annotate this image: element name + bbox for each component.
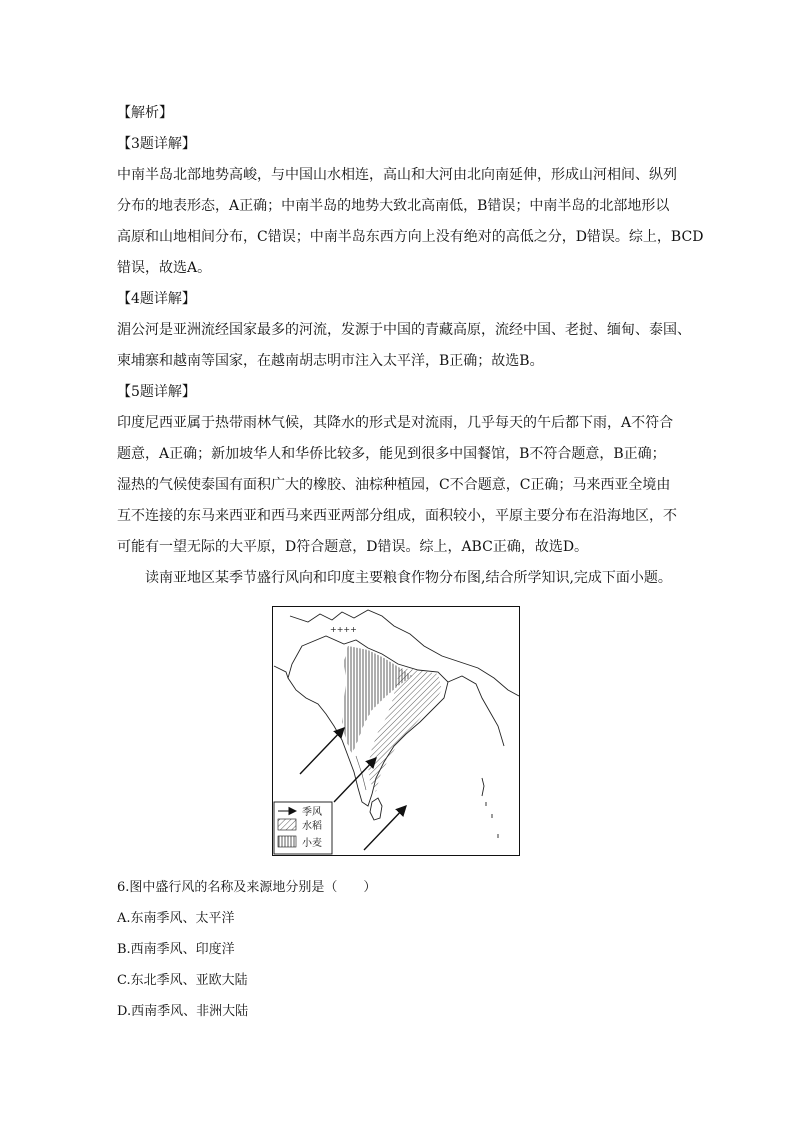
q5-line-4: 互不连接的东马来西亚和西马来西亚两部分组成，面积较小，平原主要分布在沿海地区，不: [117, 508, 677, 524]
q4-heading: 【4题详解】: [117, 291, 196, 307]
option-c: C.东北季风、亚欧大陆: [117, 973, 248, 988]
q4-line-2: 柬埔寨和越南等国家，在越南胡志明市注入太平洋，B正确；故选B。: [117, 353, 544, 369]
q3-line-2: 分布的地表形态，A正确；中南半岛的地势大致北高南低，B错误；中南半岛的北部地形以: [117, 198, 670, 214]
legend-wheat: 小麦: [302, 838, 322, 849]
q4-line-1: 湄公河是亚洲流经国家最多的河流，发源于中国的青藏高原，流经中国、老挝、缅甸、泰国、: [117, 322, 691, 338]
option-b: B.西南季风、印度洋: [117, 942, 235, 957]
q3-line-1: 中南半岛北部地势高峻，与中国山水相连，高山和大河由北向南延伸，形成山河相间、纵列: [117, 167, 677, 183]
q5-line-3: 湿热的气候使泰国有面积广大的橡胶、油棕种植园，C不合题意，C正确；马来西亚全境由: [117, 477, 671, 493]
q3-line-4: 错误，故选A。: [117, 260, 212, 276]
q3-line-3: 高原和山地相间分布，C错误；中南半岛东西方向上没有绝对的高低之分，D错误。综上，BCD: [117, 229, 704, 245]
map-intro: 读南亚地区某季节盛行风向和印度主要粮食作物分布图,结合所学知识,完成下面小题。: [145, 570, 672, 586]
question-stem: 6.图中盛行风的名称及来源地分别是（ ）: [117, 880, 377, 895]
option-d: D.西南季风、非洲大陆: [117, 1004, 249, 1019]
svg-text:++++: ++++: [330, 625, 357, 634]
q3-heading: 【3题详解】: [117, 136, 196, 152]
q5-line-5: 可能有一望无际的大平原，D符合题意，D错误。综上，ABC正确，故选D。: [117, 539, 589, 555]
legend-rice: 水稻: [302, 821, 322, 832]
legend-monsoon: 季风: [302, 807, 322, 818]
question-6: [117, 872, 677, 1027]
q5-heading: 【5题详解】: [117, 384, 196, 400]
map-legend: [274, 802, 332, 854]
option-a: A.东南季风、太平洋: [117, 911, 235, 926]
analysis-section: [117, 98, 704, 594]
analysis-heading: 【解析】: [117, 105, 173, 121]
q5-line-2: 题意，A正确；新加坡华人和华侨比较多，能见到很多中国餐馆，B不符合题意，B正确；: [117, 446, 666, 462]
q5-line-1: 印度尼西亚属于热带雨林气候，其降水的形式是对流雨，几乎每天的午后都下雨，A不符合: [117, 415, 674, 431]
south-asia-map: [272, 606, 520, 856]
